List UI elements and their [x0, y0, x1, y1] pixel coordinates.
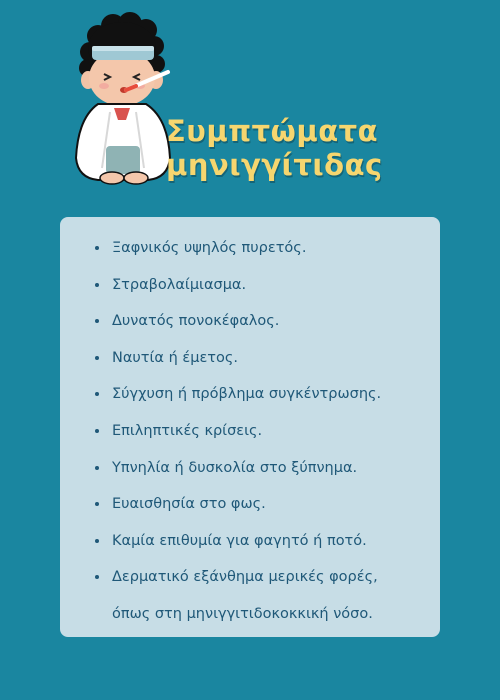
list-item-text: Δυνατός πονοκέφαλος. — [112, 313, 280, 330]
bullet-icon — [95, 246, 99, 250]
list-item-text: Ξαφνικός υψηλός πυρετός. — [112, 240, 307, 256]
symptoms-list — [60, 217, 440, 633]
list-item-text: Στραβολαίμιασμα. — [112, 276, 247, 293]
list-item-text: Καμία επιθυμία για φαγητό ή ποτό. — [112, 532, 367, 549]
bullet-icon — [95, 319, 99, 323]
list-item — [60, 267, 440, 304]
list-item — [60, 450, 440, 487]
list-item — [60, 303, 440, 340]
bullet-icon — [95, 429, 99, 433]
bullet-icon — [95, 502, 99, 506]
title-line-2: μηνιγγίτιδας — [166, 148, 383, 182]
list-item — [60, 486, 440, 523]
list-item — [60, 340, 440, 377]
list-item-text: Ναυτία ή έμετος. — [112, 349, 239, 366]
symptoms-card — [60, 217, 440, 637]
bullet-icon — [95, 539, 99, 543]
list-item-text: Σύγχυση ή πρόβλημα συγκέντρωσης. — [112, 386, 382, 403]
bullet-icon — [95, 466, 99, 470]
page-title — [166, 114, 383, 182]
list-item-text: Υπνηλία ή δυσκολία στο ξύπνημα. — [112, 459, 358, 476]
bullet-icon — [95, 575, 99, 579]
title-line-1: Συμπτώματα — [166, 114, 379, 148]
list-item — [60, 376, 440, 413]
bullet-icon — [95, 356, 99, 360]
bullet-icon — [95, 392, 99, 396]
list-item-text: Ευαισθησία στο φως. — [112, 496, 266, 513]
list-item — [60, 559, 440, 632]
list-item — [60, 413, 440, 450]
list-item-text-continued: όπως στη μηνιγγιτιδοκοκκική νόσο. — [112, 605, 373, 622]
bullet-icon — [95, 283, 99, 287]
list-item — [60, 230, 440, 267]
list-item — [60, 523, 440, 560]
list-item-text: Επιληπτικές κρίσεις. — [112, 422, 263, 439]
list-item-text: Δερματικό εξάνθημα μερικές φορές, — [112, 569, 378, 586]
